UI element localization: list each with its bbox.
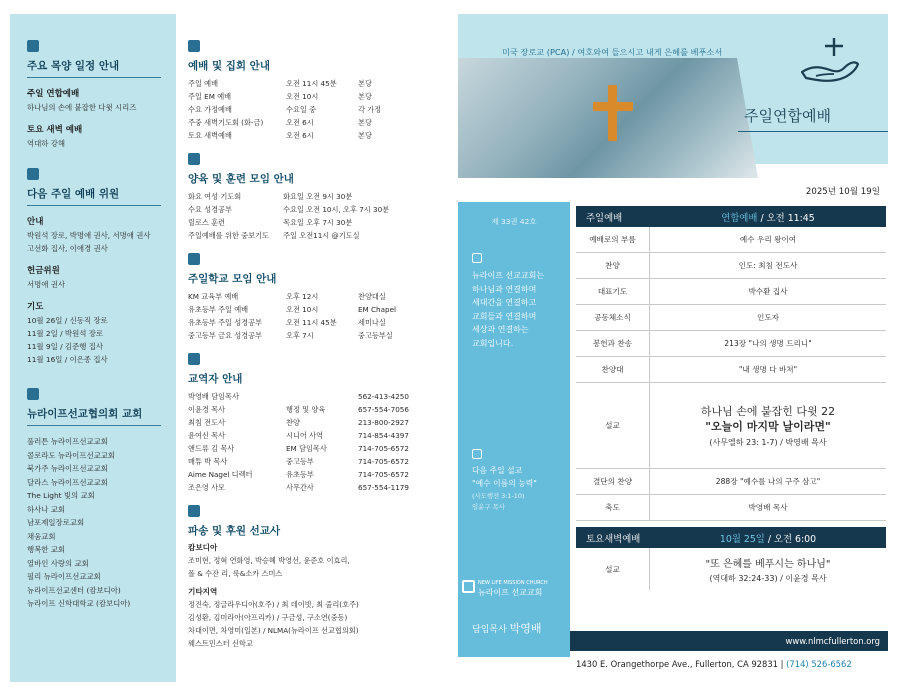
cross-icon — [608, 85, 617, 141]
committee-group — [27, 264, 176, 291]
staff-cell-0: 윤여신 목사 — [188, 431, 226, 440]
training-cell-0: 릴로스 훈련 — [188, 218, 226, 227]
church-item: 하사나 교회 — [27, 504, 66, 514]
school-cell-2: 세미나실 — [358, 318, 386, 327]
sunday-order-rows-after — [576, 469, 886, 521]
sunday-order-rows — [576, 227, 886, 383]
training-row — [188, 203, 448, 216]
order-item-detail: 인도: 최침 전도사 — [738, 261, 798, 270]
missions-heading: 파송 및 후원 선교사 — [188, 525, 281, 537]
mission-statement — [458, 253, 570, 350]
saturday-sermon-ref: (역대하 32:24-33) / 이윤경 목사 — [709, 573, 827, 583]
mission-line: 교회들과 연결하며 — [472, 311, 537, 321]
staff-section — [188, 353, 448, 494]
phone-number[interactable]: (714) 526-6562 — [786, 659, 852, 669]
middle-panel — [188, 40, 448, 661]
worship-cell-0: 주일 예배 — [188, 79, 219, 88]
staff-cell-0: 이윤경 목사 — [188, 405, 226, 414]
school-cell-0: 유초등부 주일 예배 — [188, 305, 249, 314]
church-list — [27, 435, 176, 611]
worship-order-row — [576, 279, 886, 305]
square-icon — [188, 505, 200, 517]
missionary-line: 웨스트민스터 신학교 — [188, 639, 253, 648]
training-cell-0: 주일예배를 위한 중보기도 — [188, 231, 269, 240]
sermon-label: 설교 — [576, 383, 650, 468]
church-item: 열바인 사랑의 교회 — [27, 558, 89, 568]
church-item: 콜로라도 뉴라이프선교교회 — [27, 450, 116, 460]
mission-line: 세대간을 연결하고 — [472, 298, 537, 307]
order-item-label: 공동체소식 — [576, 305, 650, 330]
order-item-label: 축도 — [576, 495, 650, 520]
next-sermon — [458, 449, 570, 511]
missionary-line: 조미현, 정혁 연화영, 박승혜 박영선, 윤준호 이효리, — [188, 556, 350, 565]
sunday-header-accent: 연합예배 — [721, 212, 758, 224]
schedule-item — [27, 123, 176, 150]
training-row — [188, 190, 448, 203]
staff-cell-0: 매튜 박 목사 — [188, 457, 228, 466]
worship-heading: 예배 및 집회 안내 — [188, 60, 270, 72]
saturday-sermon-row — [576, 548, 886, 590]
order-item-detail: 예수 우리 왕이여 — [739, 235, 797, 244]
training-row — [188, 216, 448, 229]
square-icon — [472, 253, 482, 263]
schedule-item-title: 토요 새벽 예배 — [27, 125, 83, 135]
order-item-detail: 288장 "예수를 나의 구주 삼고" — [715, 477, 821, 486]
missionary-line: 폴 & 수잔 리, 룩&소카 스미스 — [188, 569, 283, 578]
cover-divider — [738, 131, 888, 132]
square-icon — [27, 40, 39, 52]
pastor-label: 담임목사 — [472, 625, 507, 635]
training-cell-0: 화요 여성 기도회 — [188, 192, 242, 201]
saturday-sermon-title: "또 은혜를 베푸시는 하나님" — [705, 558, 831, 570]
next-sermon-title: "예수 이름의 능력" — [472, 479, 537, 488]
saturday-header-left: 토요새벽예배 — [586, 533, 641, 545]
network-heading: 뉴라이프선교협의회 교회 — [27, 406, 161, 426]
sunday-header — [576, 206, 886, 227]
pastor-name: 박영배 — [509, 622, 542, 635]
committee-line: 11월 9일 / 김준행 집사 — [27, 342, 103, 351]
school-table — [188, 290, 448, 342]
website-bar — [570, 631, 888, 651]
staff-cell-1: 중고등부 — [286, 457, 314, 466]
worship-section — [188, 40, 448, 142]
worship-row — [188, 77, 448, 90]
schedule-item-title: 주일 연합예배 — [27, 89, 80, 99]
sunday-header-right — [650, 210, 886, 224]
logo-korean-name: 뉴라이프 선교교회 — [478, 588, 543, 597]
committee-group — [27, 300, 176, 366]
church-item: 행복한 교회 — [27, 545, 66, 554]
mission-line: 하나님과 연결하며 — [472, 284, 537, 294]
staff-cell-0: 최침 전도사 — [188, 418, 226, 427]
church-item: 뉴라이프 신학대학교 (캄보디아) — [27, 599, 131, 608]
school-cell-2: 중고등부실 — [358, 331, 393, 340]
committee-heading: 다음 주일 예배 위원 — [27, 186, 161, 206]
address-text: 1430 E. Orangethorpe Ave., Fullerton, CA 92831 | — [576, 659, 787, 669]
training-cell-1: 주일 오전11시 @기도실 — [283, 231, 360, 240]
bulletin-date: 2025년 10월 19일 — [805, 187, 880, 197]
square-icon — [188, 253, 200, 265]
senior-pastor — [472, 620, 542, 636]
training-row — [188, 229, 448, 242]
staff-cell-1: 찬양 — [286, 418, 300, 427]
staff-row — [188, 455, 448, 468]
staff-cell-1: EM 담임목사 — [286, 444, 327, 453]
mission-line: 교회입니다. — [472, 338, 514, 348]
worship-order-row — [576, 227, 886, 253]
training-cell-1: 수요일 오전 10시, 오후 7시 30분 — [283, 205, 390, 214]
committee-section — [27, 168, 176, 366]
committee-line: 박원석 장로, 박명애 권사, 서명애 권사 — [27, 231, 151, 240]
staff-row — [188, 442, 448, 455]
sermon-row — [576, 383, 886, 469]
order-of-worship — [576, 206, 886, 590]
committee-line: 서명애 권사 — [27, 280, 66, 289]
staff-cell-2: 657-554-7056 — [358, 405, 409, 414]
hand-cross-icon — [796, 34, 864, 90]
square-icon — [188, 40, 200, 52]
saturday-header-right — [650, 531, 886, 545]
school-cell-2: 찬양대실 — [358, 292, 386, 301]
cover-tagline: 미국 장로교 (PCA) / 여호와여 들으시고 내게 은혜를 베푸소서 — [502, 47, 723, 57]
schedule-item-desc: 역대하 강해 — [27, 139, 66, 148]
worship-table — [188, 77, 448, 142]
staff-cell-2: 714-705-6572 — [358, 470, 409, 479]
school-cell-1: 오전 10시 — [286, 305, 319, 314]
left-panel — [10, 14, 176, 682]
church-item: 북가주 뉴라이프선교교회 — [27, 464, 108, 473]
staff-cell-1: 행정 및 양육 — [286, 405, 326, 414]
logo-english-name: NEW LIFE MISSION CHURCH — [478, 580, 548, 586]
next-sermon-ref: (사도행전 3:1-10) — [472, 492, 525, 500]
network-section — [27, 388, 176, 611]
schedule-item-desc: 하나님의 손에 붙잡한 다윗 시리즈 — [27, 103, 137, 112]
committee-group-title: 헌금위원 — [27, 266, 60, 276]
school-heading: 주일학교 모임 안내 — [188, 273, 277, 285]
staff-heading: 교역자 안내 — [188, 373, 243, 385]
square-icon — [472, 449, 482, 459]
issue-number: 제 33권 42호 — [491, 217, 537, 226]
missionary-line: 김성환, 김미라아(아프리카) / 구금성, 구소연(중동) — [188, 613, 348, 622]
logo-mark-icon — [462, 580, 475, 593]
staff-cell-2: 213-800-2927 — [358, 418, 409, 427]
worship-cell-2: 본당 — [358, 131, 372, 140]
committee-line: 11월 16일 / 이은종 집사 — [27, 355, 108, 364]
sermon-detail — [650, 404, 886, 448]
sunday-header-time: / 오전 11:45 — [757, 212, 815, 224]
staff-cell-2: 714-705-6572 — [358, 444, 409, 453]
order-item-detail: 인도자 — [756, 313, 779, 322]
worship-cell-1: 오전 6시 — [286, 118, 314, 127]
mission-line: 뉴라이프 선교교회는 — [472, 271, 545, 280]
school-cell-1: 오후 7시 — [286, 331, 314, 340]
committee-line: 11월 2일 / 박원석 장로 — [27, 329, 103, 338]
worship-cell-1: 수요일 중 — [286, 105, 317, 114]
square-icon — [188, 153, 200, 165]
staff-cell-2: 714-854-4397 — [358, 431, 409, 440]
worship-cell-0: 토요 새벽예배 — [188, 131, 232, 140]
staff-cell-2: 657-554-1179 — [358, 483, 409, 492]
training-heading: 양육 및 훈련 모임 안내 — [188, 173, 294, 185]
square-icon — [27, 388, 39, 400]
worship-order-row — [576, 357, 886, 383]
sermon-title-text: "오늘이 마지막 날이라면" — [705, 419, 831, 433]
staff-row — [188, 468, 448, 481]
sermon-series: 하나님 손에 붙잡힌 다윗 22 — [700, 404, 836, 418]
order-item-label: 봉헌과 찬송 — [576, 331, 650, 356]
mission-lines — [458, 269, 570, 350]
order-item-label: 찬양 — [576, 253, 650, 278]
staff-cell-2: 714-705-6572 — [358, 457, 409, 466]
school-cell-0: 중고등부 금요 성경공부 — [188, 331, 263, 340]
saturday-sermon-detail — [650, 555, 886, 584]
next-sermon-label: 다음 주일 설교 — [472, 466, 523, 475]
order-item-detail: "내 생명 다 바쳐" — [738, 365, 798, 374]
worship-cell-2: 본당 — [358, 79, 372, 88]
school-cell-1: 오후 12시 — [286, 292, 319, 301]
staff-cell-2: 562-413-4250 — [358, 392, 409, 401]
schedule-section — [27, 40, 176, 150]
worship-order-row — [576, 305, 886, 331]
order-item-label: 결단의 찬양 — [576, 469, 650, 494]
church-item: The Light 빛의 교회 — [27, 491, 95, 500]
sunday-header-left: 주일예배 — [586, 212, 623, 224]
sermon-title — [650, 419, 886, 434]
order-item-detail: 213장 "나의 생명 드리니" — [724, 339, 812, 348]
saturday-header-accent: 10월 25일 — [719, 533, 765, 545]
square-icon — [27, 168, 39, 180]
missions-section — [188, 505, 448, 650]
saturday-block — [576, 527, 886, 590]
schedule-heading: 주요 목양 일정 안내 — [27, 58, 161, 78]
worship-order-row — [576, 331, 886, 357]
church-item: 풀러튼 뉴라이프선교교회 — [27, 437, 108, 446]
worship-order-row — [576, 469, 886, 495]
committee-group-title: 기도 — [27, 302, 44, 312]
schedule-item — [27, 87, 176, 114]
worship-cell-1: 오전 6시 — [286, 131, 314, 140]
saturday-header — [576, 527, 886, 548]
other-region-title: 기타지역 — [188, 587, 218, 596]
worship-cell-2: 본당 — [358, 92, 372, 101]
school-cell-2: EM Chapel — [358, 305, 396, 314]
worship-order-row — [576, 495, 886, 521]
order-item-label: 찬양대 — [576, 357, 650, 382]
next-sermon-preacher: 임윤구 목사 — [472, 503, 505, 511]
order-item-detail: 박영배 목사 — [748, 503, 788, 512]
website-link[interactable]: www.nlmcfullerton.org — [785, 636, 880, 646]
church-item: 남포제일장로교회 — [27, 518, 85, 527]
school-row — [188, 329, 448, 342]
worship-cell-1: 오전 11시 45분 — [286, 79, 337, 88]
staff-row — [188, 403, 448, 416]
school-row — [188, 303, 448, 316]
training-section — [188, 153, 448, 242]
staff-cell-0: 조은영 사모 — [188, 483, 226, 492]
training-table — [188, 190, 448, 242]
cross-icon — [593, 102, 633, 111]
staff-cell-1: 시니어 사역 — [286, 431, 324, 440]
school-cell-0: KM 교육부 예배 — [188, 292, 239, 301]
order-item-label: 예배로의 부름 — [576, 227, 650, 252]
worship-cell-2: 각 가정 — [358, 105, 382, 114]
school-row — [188, 290, 448, 303]
worship-row — [188, 90, 448, 103]
worship-cell-1: 오전 10시 — [286, 92, 319, 101]
school-cell-0: 유초등부 주일 성경공부 — [188, 318, 263, 327]
staff-row — [188, 416, 448, 429]
worship-cell-0: 주일 EM 예배 — [188, 92, 232, 101]
saturday-sermon-label: 설교 — [576, 548, 650, 590]
committee-line: 10월 26일 / 신동직 장로 — [27, 316, 108, 325]
committee-group-title: 안내 — [27, 217, 44, 227]
worship-order-row — [576, 253, 886, 279]
church-item: 달라스 뉴라이프선교교회 — [27, 477, 108, 487]
staff-row — [188, 429, 448, 442]
training-cell-1: 목요일 오후 7시 30분 — [283, 218, 353, 227]
staff-table — [188, 390, 448, 494]
staff-cell-0: Aime Nagel 디렉터 — [188, 470, 253, 479]
staff-row — [188, 481, 448, 494]
worship-row — [188, 116, 448, 129]
missionary-line: 차대이면, 차영미(일본) / NLMA(뉴라이프 선교협의회) — [188, 626, 359, 635]
staff-cell-0: 앤드류 김 목사 — [188, 444, 235, 453]
cambodia-title: 캄보디아 — [188, 543, 218, 552]
worship-row — [188, 129, 448, 142]
worship-cell-2: 본당 — [358, 118, 372, 127]
church-item: 채움교회 — [27, 531, 56, 541]
committee-line: 고선화 집사, 이애경 권사 — [27, 244, 108, 253]
cover-panel — [458, 14, 888, 682]
cover-sidebar — [458, 202, 570, 657]
mission-line: 세상과 연결하는 — [472, 325, 529, 334]
church-item: 필리 뉴라이프선교교회 — [27, 572, 101, 581]
staff-cell-1: 유초등부 — [286, 470, 314, 479]
missionary-line: 정진숙, 정글라우디아(호주) / 최 데이빗, 최 줄리(호주) — [188, 600, 359, 609]
committee-group — [27, 215, 176, 255]
order-item-detail: 박수환 집사 — [748, 287, 788, 296]
square-icon — [188, 353, 200, 365]
order-item-label: 대표기도 — [576, 279, 650, 304]
school-row — [188, 316, 448, 329]
church-item: 뉴라이프선교센터 (캄보디아) — [27, 585, 121, 595]
training-cell-1: 화요일 오전 9시 30분 — [283, 192, 353, 201]
staff-cell-0: 박영배 담임목사 — [188, 392, 239, 401]
worship-cell-0: 주중 새벽기도회 (화-금) — [188, 118, 264, 127]
sermon-ref: (사무엘하 23: 1-7) / 박영배 목사 — [709, 437, 827, 447]
staff-cell-1 — [286, 390, 358, 403]
church-address — [576, 659, 852, 669]
training-cell-0: 수요 성경공부 — [188, 205, 232, 214]
worship-cell-0: 수요 가정예배 — [188, 105, 232, 114]
cover-title: 주일연합예배 — [744, 107, 831, 125]
staff-cell-1: 사무간사 — [286, 483, 314, 492]
school-cell-1: 오전 11시 45분 — [286, 318, 337, 327]
saturday-header-time: / 오전 6:00 — [764, 533, 817, 545]
worship-row — [188, 103, 448, 116]
staff-row — [188, 390, 448, 403]
school-section — [188, 253, 448, 342]
